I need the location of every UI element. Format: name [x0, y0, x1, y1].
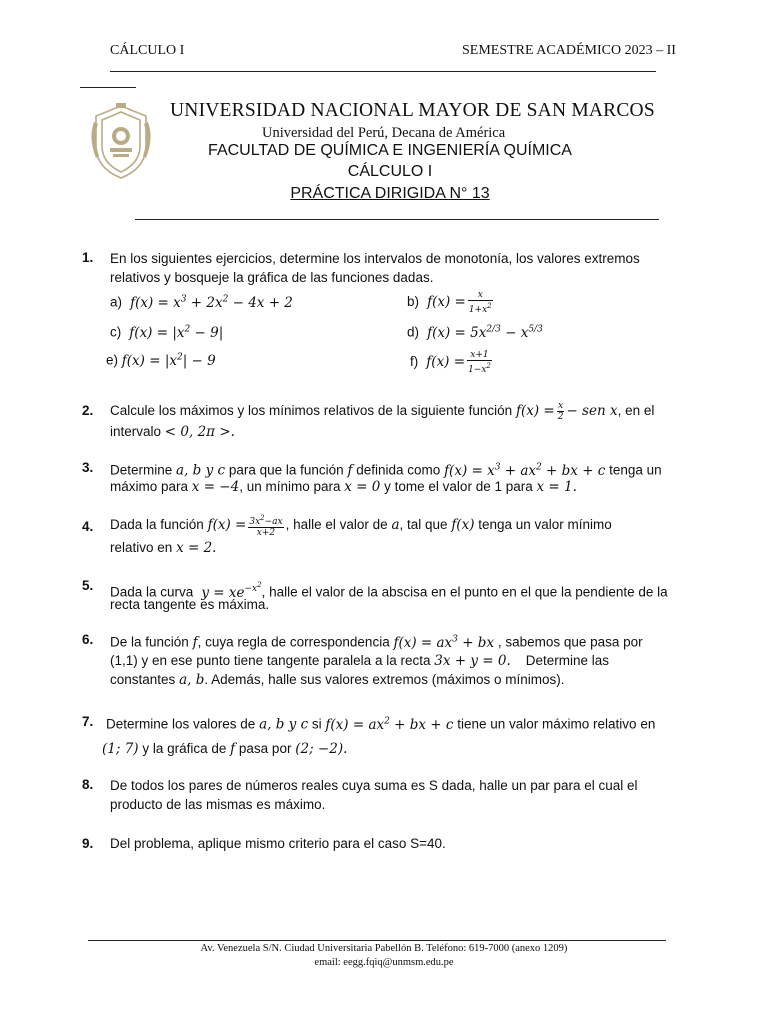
- q8-text-line1: De todos los pares de números reales cuya suma es S dada, halle un par para el cual el: [110, 778, 638, 793]
- q9-number: 9.: [82, 836, 94, 851]
- header-semester: SEMESTRE ACADÉMICO 2023 – II: [462, 43, 676, 58]
- q6-text-line1: De la función f, cuya regla de correspondencia $f(x) = ax^3$ + bx , sabemos que pasa por: [110, 634, 643, 651]
- title-rule: [135, 219, 659, 220]
- faculty-name: FACULTAD DE QUÍMICA E INGENIERÍA QUÍMICA: [208, 142, 572, 159]
- q1-item-e: e) $f(x) = |x^2| - 9$: [106, 352, 216, 369]
- q1-text-line1: En los siguientes ejercicios, determine los intervalos de monotonía, los valores extremos: [110, 251, 640, 266]
- q4-text-line1: Dada la función f(x) = $\frac{3x^2-ax}{x+2}$ , halle el valor de a, tal que f(x) tenga un valor mínimo: [110, 514, 612, 538]
- university-seal-icon: [88, 102, 154, 182]
- q6-text-line2: (1,1) y en ese punto tiene tangente paralela a la recta 3x + y = 0. Determine las: [110, 653, 610, 669]
- q7-text-line1: Determine los valores de a, b y c si $f(x) = ax^2$ + bx + c tiene un valor máximo relativo en: [106, 716, 656, 733]
- q7-text-line2: (1; 7) y la gráfica de f pasa por (2; −2).: [102, 741, 348, 757]
- q6-number: 6.: [82, 632, 94, 647]
- q2-text-line1: Calcule los máximos y los mínimos relativos de la siguiente función f(x) = $\frac{x}{2}$ − sen x, en el: [110, 401, 655, 422]
- header-rule: [110, 71, 656, 72]
- header-course: CÁLCULO I: [110, 43, 185, 58]
- q1-item-d: d) $f(x) = 5x^{2/3} - x^{5/3}$: [407, 324, 543, 341]
- q5-text-line2: recta tangente es máxima.: [110, 597, 270, 612]
- q6-text-line3: constantes a, b. Además, halle sus valores extremos (máximos o mínimos).: [110, 672, 565, 688]
- q5-text-line1: Dada la curva $y = xe^{-x^2}$, halle el valor de la abscisa en el punto en el que la pendiente de la: [110, 581, 668, 601]
- q1-item-c: c) $f(x) = |x^2 - 9|$: [110, 324, 224, 341]
- university-subtitle: Universidad del Perú, Decana de América: [262, 125, 506, 141]
- q9-text-line1: Del problema, aplique mismo criterio para el caso S=40.: [110, 836, 446, 851]
- university-name: UNIVERSIDAD NACIONAL MAYOR DE SAN MARCOS: [170, 100, 655, 121]
- q4-text-line2: relativo en x = 2.: [110, 540, 217, 556]
- footer-email: email: eegg.fqiq@unmsm.edu.pe: [314, 957, 454, 968]
- q1-number: 1.: [82, 250, 94, 265]
- q8-number: 8.: [82, 777, 94, 792]
- q1-item-f: f) f(x) = $\frac{x+1}{1-x^2}$: [410, 350, 491, 375]
- q8-text-line2: producto de las mismas es máximo.: [110, 797, 326, 812]
- footer-rule: [88, 940, 666, 941]
- q3-text-line2: máximo para x = −4, un mínimo para x = 0 y tome el valor de 1 para x = 1.: [110, 479, 577, 495]
- footer-address: Av. Venezuela S/N. Ciudad Universitaria Pabellón B. Teléfono: 619-7000 (anexo 1209): [200, 943, 568, 954]
- q1-item-b: b) f(x) = $\frac{x}{1+x^2}$: [407, 290, 492, 315]
- q2-text-line2: intervalo < 0, 2π >.: [110, 424, 235, 440]
- q5-number: 5.: [82, 578, 94, 593]
- q3-number: 3.: [82, 460, 94, 475]
- q2-number: 2.: [82, 403, 94, 418]
- course-name: CÁLCULO I: [347, 163, 433, 180]
- q7-number: 7.: [82, 714, 94, 729]
- q1-text-line2: relativos y bosqueje la gráfica de las funciones dadas.: [110, 270, 434, 285]
- practice-title: PRÁCTICA DIRIGIDA N° 13: [290, 185, 490, 202]
- q3-text-line1: Determine a, b y c para que la función f definida como $f(x) = x^3 + ax^2$ + bx + c tenga un: [110, 462, 662, 479]
- q1-item-a: a) $f(x) = x^3 + 2x^2 - 4x + 2$: [110, 294, 293, 311]
- header-short-rule: [80, 87, 136, 88]
- q4-number: 4.: [82, 519, 94, 534]
